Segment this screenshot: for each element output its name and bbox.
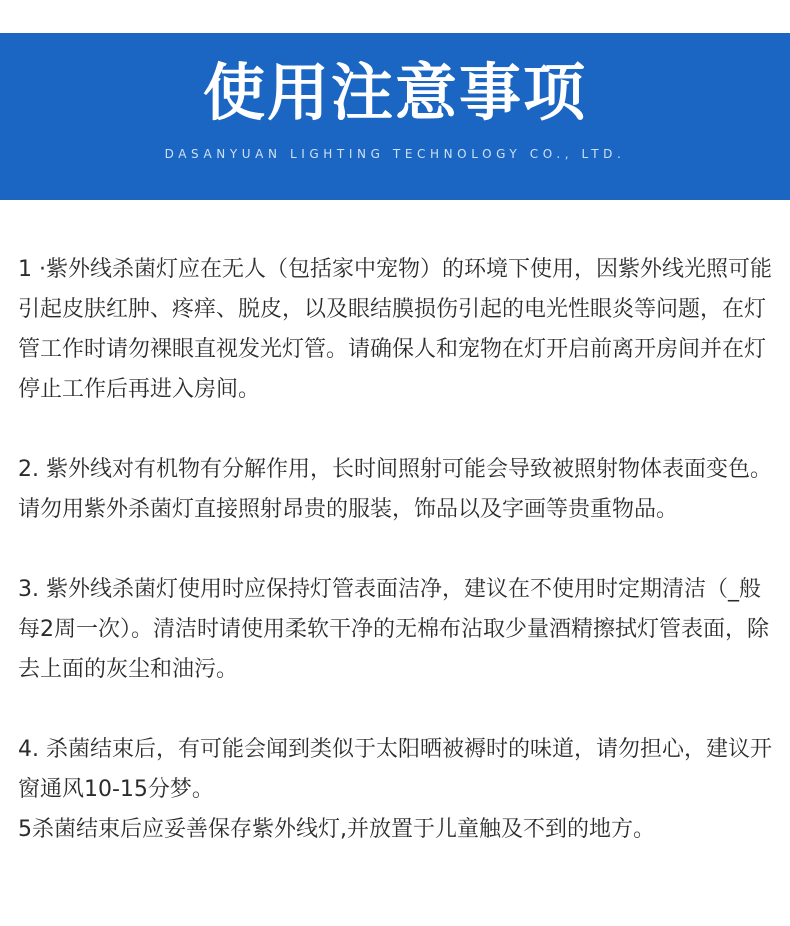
header-banner <box>0 33 790 200</box>
note-5: 5杀菌结束后应妥善保存紫外线灯,并放置于儿童触及不到的地方。 <box>18 817 655 842</box>
note-3: 3. 紫外线杀菌灯使用时应保持灯管表面洁净，建议在不使用时定期清洁（_般每2周一次）。清洁时请使用柔软干净的无棉布沾取少量酒精擦拭灯管表面，除去上面的灰尘和油污。 <box>18 577 769 682</box>
note-1: 1 ·紫外线杀菌灯应在无人（包括家中宠物）的环境下使用，因紫外线光照可能引起皮肤红肿、疼痒、脱皮，以及眼结膜损伤引起的电光性眼炎等问题，在灯管工作时请勿裸眼直视发光灯管。请确保人和宠物在灯开启前离开房间并在灯停止工作后再进入房间。 <box>18 257 772 402</box>
note-4: 4. 杀菌结束后，有可能会闻到类似于太阳晒被褥时的味道，请勿担心，建议开窗通风10-15分梦。 <box>18 737 772 802</box>
company-subtitle: DASANYUAN LIGHTING TECHNOLOGY CO., LTD. <box>164 147 626 161</box>
page-title: 使用注意事项 <box>202 56 587 129</box>
usage-notes <box>18 250 778 850</box>
note-2: 2. 紫外线对有机物有分解作用，长时间照射可能会导致被照射物体表面变色。请勿用紫外杀菌灯直接照射昂贵的服装，饰品以及字画等贵重物品。 <box>18 457 772 522</box>
